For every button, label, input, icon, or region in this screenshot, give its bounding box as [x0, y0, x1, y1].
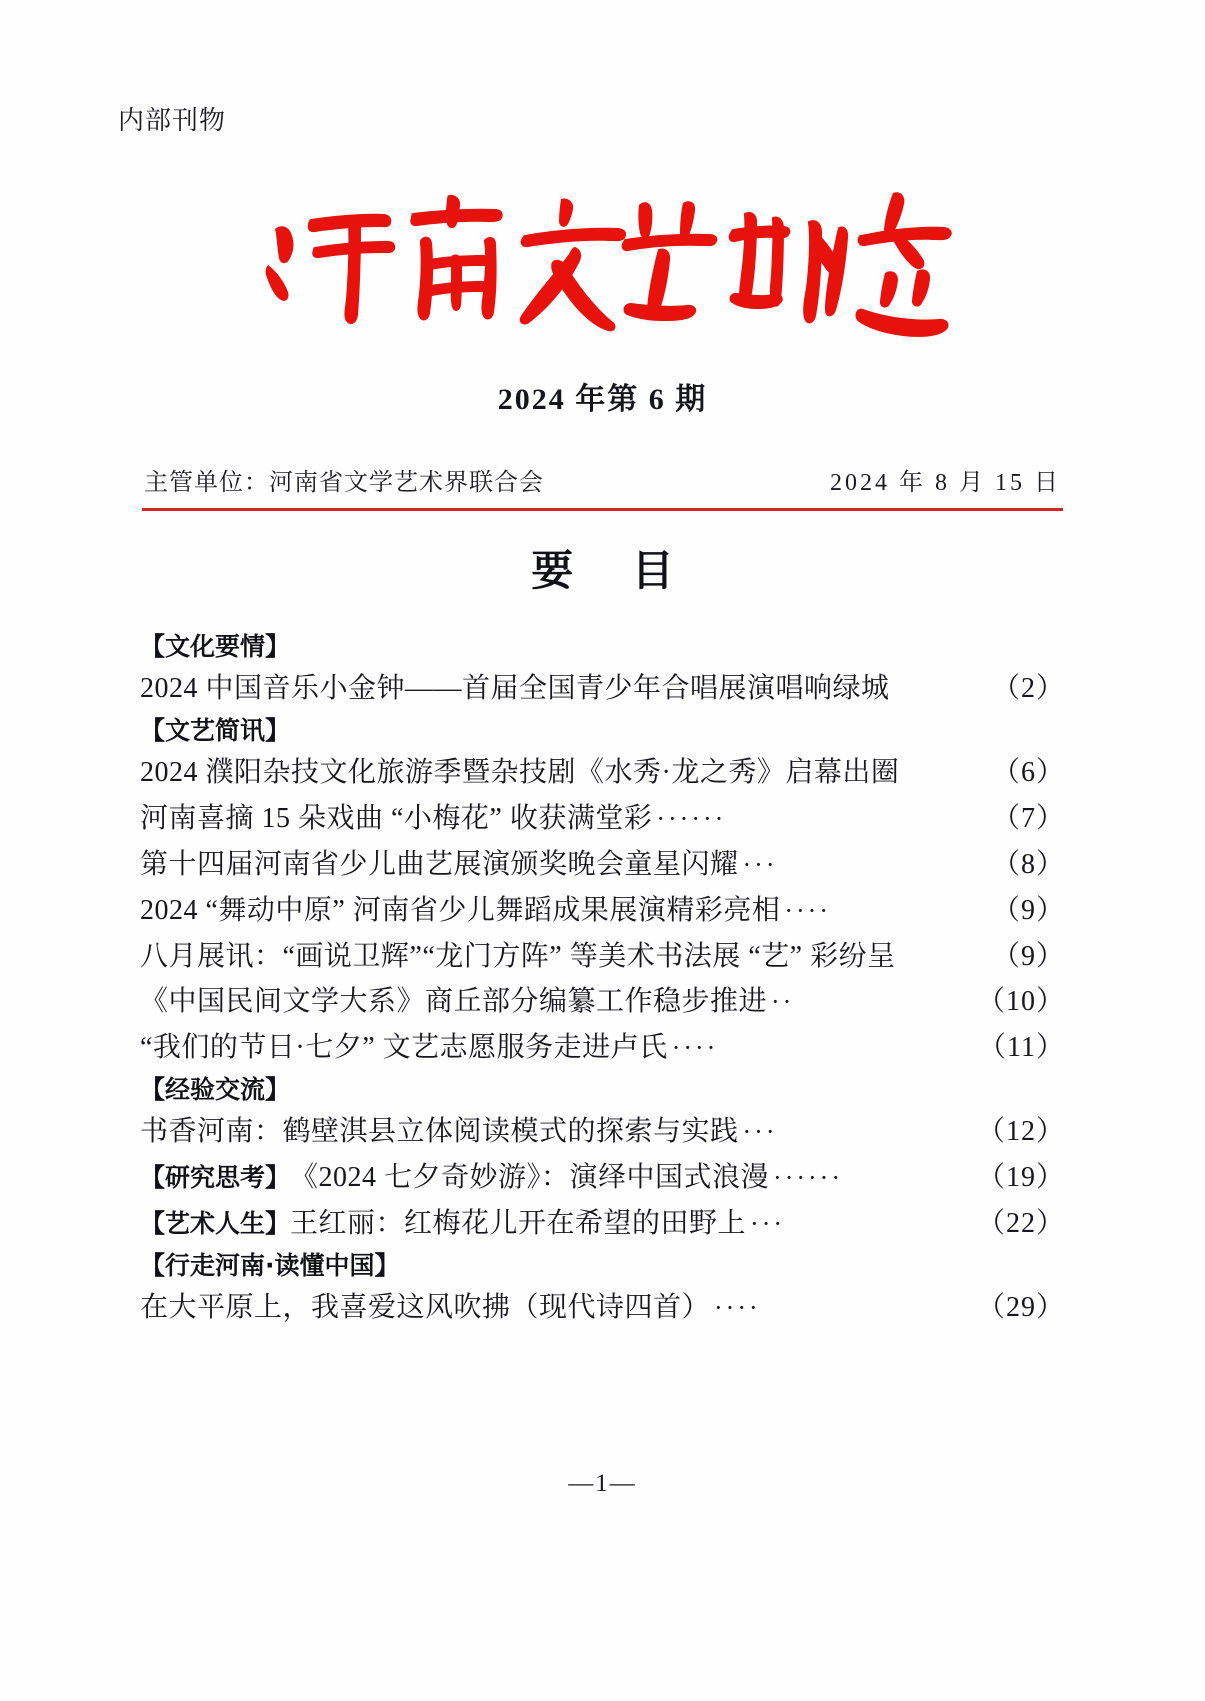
- toc-dot-leader: ···: [742, 1117, 778, 1147]
- toc-entry[interactable]: [140, 750, 1065, 796]
- toc-entry[interactable]: [140, 1201, 1065, 1247]
- toc-entry[interactable]: [140, 842, 1065, 888]
- internal-publication-label: 内部刊物: [118, 106, 227, 136]
- toc-entry-title: 王红丽：红梅花儿开在希望的田野上: [290, 1208, 747, 1240]
- toc-entry-title: 《2024 七夕奇妙游》：演绎中国式浪漫: [290, 1162, 770, 1194]
- toc-entry-title: 2024 濮阳杂技文化旅游季暨杂技剧《水秀·龙之秀》启幕出圈: [140, 756, 900, 788]
- table-of-contents: [140, 628, 1065, 1331]
- toc-entry-page-number: （6）: [991, 756, 1065, 788]
- toc-inline-section-tag: 【研究思考】: [140, 1163, 291, 1193]
- toc-entry-title: “我们的节日·七夕” 文艺志愿服务走进卢氏: [140, 1032, 668, 1064]
- toc-entry-page-number: （29）: [976, 1291, 1065, 1323]
- toc-entry-page-number: （7）: [991, 802, 1065, 834]
- toc-section-heading: 【文化要情】: [140, 632, 291, 661]
- toc-entry-page-number: （19）: [976, 1162, 1065, 1194]
- toc-dot-leader: ····: [671, 1033, 719, 1063]
- toc-entry-title: 2024 中国音乐小金钟——首届全国青少年合唱展演唱响绿城: [140, 673, 890, 704]
- toc-entry[interactable]: [140, 666, 1065, 712]
- masthead-calligraphy-title: [0, 172, 1205, 342]
- toc-entry[interactable]: [140, 1109, 1065, 1155]
- toc-entry[interactable]: [140, 796, 1065, 842]
- toc-inline-section-tag: 【艺术人生】: [140, 1209, 291, 1239]
- toc-entry-page-number: （22）: [976, 1208, 1065, 1240]
- toc-entry-page-number: （12）: [976, 1116, 1065, 1148]
- toc-dot-leader: ······: [773, 1163, 843, 1193]
- toc-entry-title: 书香河南：鹤壁淇县立体阅读模式的探索与实践: [140, 1116, 739, 1148]
- toc-entry[interactable]: [140, 1285, 1065, 1331]
- toc-dot-leader: ······: [656, 803, 727, 833]
- toc-entry-page-number: （2）: [991, 673, 1065, 704]
- red-divider-rule: [142, 508, 1063, 511]
- toc-section-heading: 【文艺简讯】: [140, 715, 291, 745]
- toc-entry[interactable]: [140, 979, 1065, 1025]
- contents-heading: 要 目: [531, 546, 696, 595]
- toc-dot-leader: ···: [742, 849, 778, 879]
- toc-section-heading: 【经验交流】: [140, 1075, 291, 1105]
- toc-entry-title: 《中国民间文学大系》商丘部分编纂工作稳步推进: [140, 986, 768, 1018]
- toc-entry[interactable]: [140, 1025, 1065, 1071]
- toc-entry-page-number: （8）: [991, 848, 1065, 880]
- toc-entry-page-number: （9）: [991, 940, 1065, 972]
- issue-number: 2024 年第 6 期: [497, 383, 708, 416]
- toc-entry[interactable]: [140, 934, 1065, 980]
- toc-dot-leader: ····: [784, 895, 831, 925]
- page-folio: —1—: [568, 1470, 637, 1497]
- toc-entry-page-number: （10）: [976, 986, 1065, 1018]
- toc-entry[interactable]: [140, 888, 1065, 934]
- toc-entry-title: 河南喜摘 15 朵戏曲 “小梅花” 收获满堂彩: [140, 802, 653, 834]
- toc-entry-page-number: （9）: [991, 894, 1065, 926]
- toc-entry-title: 八月展讯：“画说卫辉”“龙门方阵” 等美术书法展 “艺” 彩纷呈: [140, 940, 896, 972]
- toc-entry-title: 在大平原上，我喜爱这风吹拂（现代诗四首）: [140, 1291, 711, 1323]
- publication-date: 2024 年 8 月 15 日: [830, 470, 1061, 496]
- supervisor-unit: 主管单位：河南省文学艺术界联合会: [144, 470, 544, 496]
- toc-entry-page-number: （11）: [978, 1032, 1065, 1064]
- toc-dot-leader: ··: [771, 987, 795, 1017]
- toc-entry[interactable]: [140, 1155, 1065, 1201]
- toc-section-heading: 【行走河南·读懂中国】: [140, 1250, 400, 1280]
- toc-entry-title: 第十四届河南省少儿曲艺展演颁奖晚会童星闪耀: [140, 848, 739, 880]
- toc-dot-leader: ····: [714, 1292, 761, 1322]
- publication-meta-row: [144, 462, 1061, 497]
- toc-entry-title: 2024 “舞动中原” 河南省少儿舞蹈成果展演精彩亮相: [140, 894, 781, 926]
- toc-dot-leader: ···: [750, 1209, 786, 1239]
